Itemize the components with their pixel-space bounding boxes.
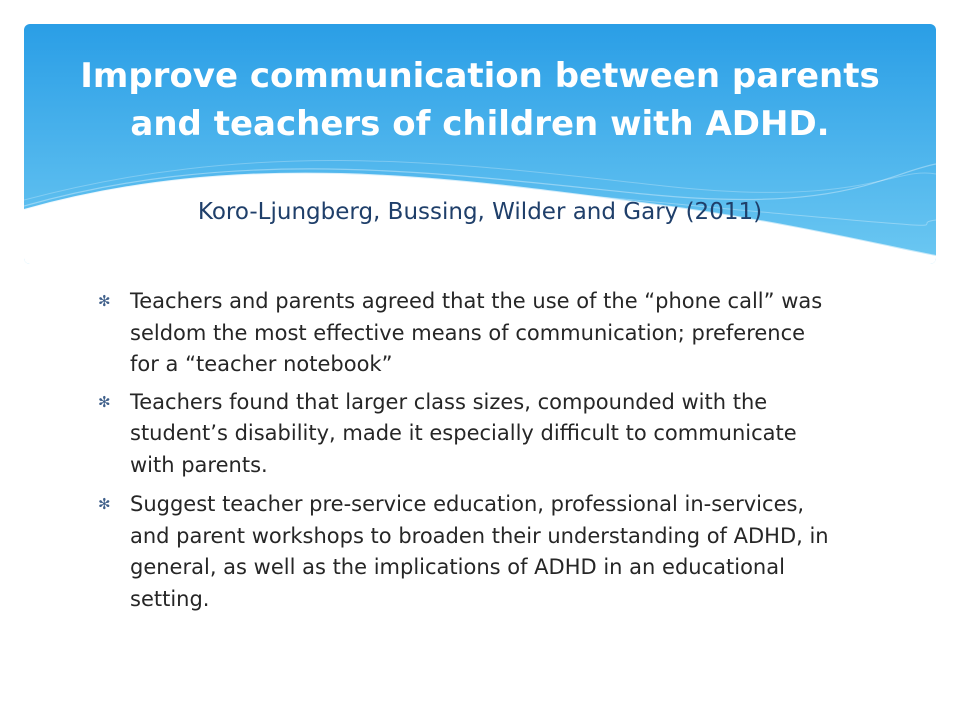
bullet-text: Teachers and parents agreed that the use of the “phone call” was seldom the most effective means of communication; preference for a “teacher notebook” bbox=[130, 289, 823, 376]
bullet-text: Teachers found that larger class sizes, compounded with the student’s disability, made it especially difficult to communicate with parents. bbox=[130, 389, 797, 477]
bullet-item bbox=[98, 489, 838, 615]
bullet-text: Suggest teacher pre-service education, professional in-services, and parent workshops to broaden their understanding of ADHD, in general, as well as the implications of ADHD in an educational setting. bbox=[130, 492, 829, 611]
slide-subtitle: Koro-Ljungberg, Bussing, Wilder and Gary (2011) bbox=[197, 199, 763, 225]
slide-title: Improve communication between parents and teachers of children with ADHD. bbox=[80, 56, 880, 144]
asterisk-bullet-icon: ✻ bbox=[98, 495, 111, 513]
bullet-item bbox=[98, 286, 838, 381]
bullet-list bbox=[98, 286, 838, 621]
bullet-item bbox=[98, 387, 838, 482]
asterisk-bullet-icon: ✻ bbox=[98, 292, 111, 310]
asterisk-bullet-icon: ✻ bbox=[98, 392, 111, 411]
